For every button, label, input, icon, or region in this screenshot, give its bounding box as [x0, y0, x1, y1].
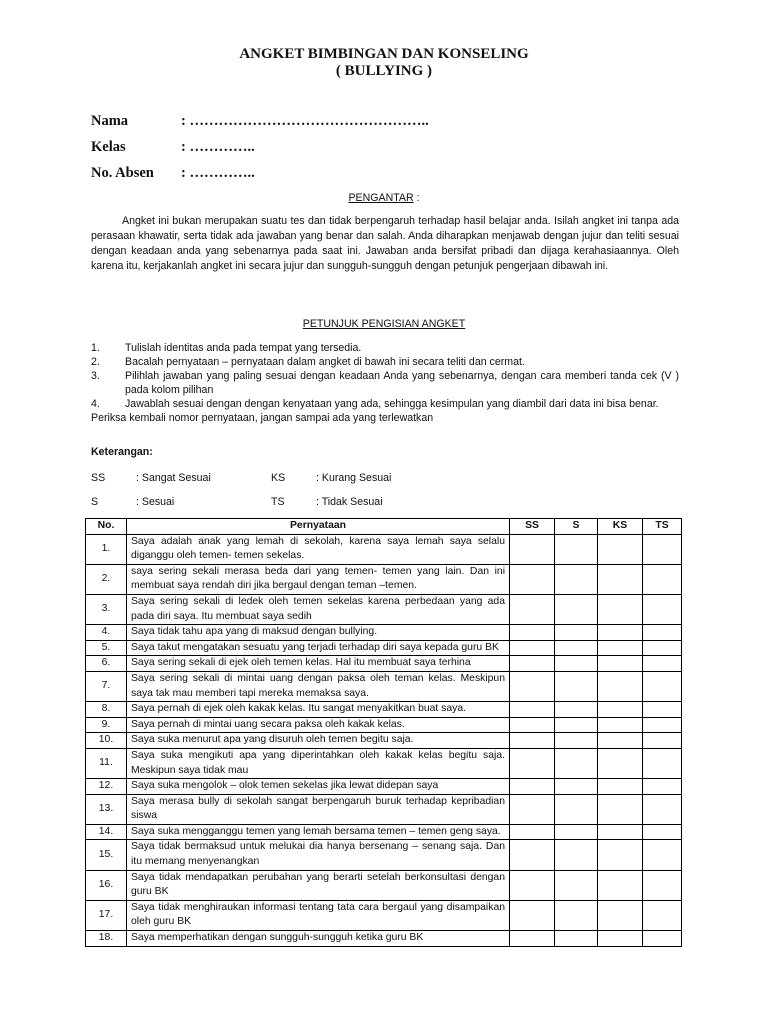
- answer-cell-ss[interactable]: [510, 534, 555, 564]
- answer-cell-ts[interactable]: [643, 870, 682, 900]
- answer-cell-ss[interactable]: [510, 779, 555, 795]
- legend-code: S: [91, 496, 99, 508]
- table-row: [86, 931, 682, 947]
- column-header-no: No.: [86, 519, 127, 535]
- answer-cell-ts[interactable]: [643, 671, 682, 701]
- answer-cell-s[interactable]: [555, 840, 598, 870]
- answer-cell-ts[interactable]: [643, 794, 682, 824]
- answer-cell-ks[interactable]: [598, 779, 643, 795]
- column-header-statement: Pernyataan: [127, 519, 510, 535]
- list-item: [91, 341, 679, 355]
- statement-text: saya sering sekali merasa beda dari yang temen- temen yang lain. Dan ini membuat saya rendah diri jika bergaul dengan teman –temen.: [127, 564, 510, 594]
- step-number: 3.: [91, 370, 100, 382]
- answer-cell-ss[interactable]: [510, 564, 555, 594]
- statement-number: 12.: [86, 779, 127, 795]
- statement-text: Saya suka mengikuti apa yang diperintahkan oleh kakak kelas begitu saja. Meskipun saya tidak mau: [127, 748, 510, 778]
- identity-label: Nama: [91, 113, 129, 129]
- answer-cell-s[interactable]: [555, 671, 598, 701]
- answer-cell-ks[interactable]: [598, 733, 643, 749]
- statement-number: 18.: [86, 931, 127, 947]
- statement-text: Saya suka mengolok – olok temen sekelas jika lewat didepan saya: [127, 779, 510, 795]
- answer-cell-s[interactable]: [555, 748, 598, 778]
- answer-cell-ts[interactable]: [643, 840, 682, 870]
- pengantar-heading-colon: :: [413, 192, 420, 204]
- table-row: [86, 534, 682, 564]
- statement-number: 10.: [86, 733, 127, 749]
- statement-text: Saya tidak tahu apa yang di maksud dengan bullying.: [127, 625, 510, 641]
- answer-cell-ss[interactable]: [510, 671, 555, 701]
- statement-number: 13.: [86, 794, 127, 824]
- table-row: [86, 671, 682, 701]
- statement-text: Saya merasa bully di sekolah sangat berpengaruh buruk terhadap kepribadian siswa: [127, 794, 510, 824]
- answer-cell-ss[interactable]: [510, 702, 555, 718]
- answer-cell-ss[interactable]: [510, 733, 555, 749]
- answer-cell-s[interactable]: [555, 733, 598, 749]
- answer-cell-s[interactable]: [555, 824, 598, 840]
- answer-cell-ss[interactable]: [510, 594, 555, 624]
- statement-text: Saya suka mengganggu temen yang lemah bersama temen – temen geng saya.: [127, 824, 510, 840]
- answer-cell-ss[interactable]: [510, 900, 555, 930]
- answer-cell-ss[interactable]: [510, 870, 555, 900]
- step-number: 1.: [91, 342, 100, 354]
- statement-text: Saya tidak bermaksud untuk melukai dia hanya bersenang – senang saja. Dan itu memang menyenangkan: [127, 840, 510, 870]
- answer-cell-s[interactable]: [555, 702, 598, 718]
- answer-cell-ks[interactable]: [598, 640, 643, 656]
- answer-cell-ks[interactable]: [598, 717, 643, 733]
- statement-text: Saya suka menurut apa yang disuruh oleh temen begitu saja.: [127, 733, 510, 749]
- list-item: [91, 397, 679, 411]
- identity-class: [91, 139, 255, 156]
- table-row: [86, 717, 682, 733]
- statement-text: Saya pernah di ejek oleh kakak kelas. Itu sangat menyakitkan buat saya.: [127, 702, 510, 718]
- answer-cell-ts[interactable]: [643, 702, 682, 718]
- legend-code: SS: [91, 472, 106, 484]
- answer-cell-ss[interactable]: [510, 656, 555, 672]
- step-text: Pilihlah jawaban yang paling sesuai dengan keadaan Anda yang sebenarnya, dengan cara memberi tanda cek (V ) pada kolom pilihan: [125, 370, 679, 396]
- statement-number: 15.: [86, 840, 127, 870]
- answer-cell-ks[interactable]: [598, 840, 643, 870]
- statement-text: Saya adalah anak yang lemah di sekolah, karena saya lemah saya selalu diganggu oleh temen- temen sekelas.: [127, 534, 510, 564]
- keterangan-heading: Keterangan:: [91, 446, 153, 458]
- statement-text: Saya sering sekali di ejek oleh temen kelas. Hal itu membuat saya terhina: [127, 656, 510, 672]
- answer-cell-s[interactable]: [555, 594, 598, 624]
- statement-number: 5.: [86, 640, 127, 656]
- list-item: [91, 355, 679, 369]
- answer-cell-s[interactable]: [555, 779, 598, 795]
- table-row: [86, 748, 682, 778]
- statement-number: 4.: [86, 625, 127, 641]
- statement-text: Saya sering sekali di mintai uang dengan paksa oleh teman kelas. Meskipun saya tak mau memberi tapi mereka memaksa saya.: [127, 671, 510, 701]
- table-row: [86, 824, 682, 840]
- pengantar-heading-text: PENGANTAR: [348, 192, 414, 204]
- identity-name: [91, 113, 429, 130]
- answer-cell-s[interactable]: [555, 870, 598, 900]
- table-row: [86, 779, 682, 795]
- answer-cell-ss[interactable]: [510, 794, 555, 824]
- step-text: Tulislah identitas anda pada tempat yang tersedia.: [125, 342, 362, 354]
- table-row: [86, 702, 682, 718]
- statement-number: 7.: [86, 671, 127, 701]
- pengantar-heading: [0, 192, 768, 204]
- table-body: [86, 534, 682, 946]
- answer-cell-ts[interactable]: [643, 640, 682, 656]
- answer-cell-s[interactable]: [555, 931, 598, 947]
- statement-number: 17.: [86, 900, 127, 930]
- answer-cell-ks[interactable]: [598, 870, 643, 900]
- answer-cell-ts[interactable]: [643, 931, 682, 947]
- table-row: [86, 840, 682, 870]
- step-text: Bacalah pernyataan – pernyataan dalam angket di bawah ini secara teliti dan cermat.: [125, 356, 525, 368]
- table-row: [86, 594, 682, 624]
- table-row: [86, 900, 682, 930]
- answer-cell-ts[interactable]: [643, 564, 682, 594]
- statement-number: 6.: [86, 656, 127, 672]
- identity-blank: : …………..: [181, 165, 255, 181]
- answer-cell-ks[interactable]: [598, 794, 643, 824]
- petunjuk-list: [91, 341, 679, 425]
- answer-cell-ts[interactable]: [643, 779, 682, 795]
- answer-cell-ks[interactable]: [598, 748, 643, 778]
- document-subtitle: ( BULLYING ): [335, 63, 433, 79]
- table-row: [86, 794, 682, 824]
- statement-number: 3.: [86, 594, 127, 624]
- statement-text: Saya pernah di mintai uang secara paksa oleh kakak kelas.: [127, 717, 510, 733]
- answer-cell-s[interactable]: [555, 534, 598, 564]
- legend-desc: : Sangat Sesuai: [136, 472, 211, 484]
- step-number: 2.: [91, 356, 100, 368]
- answer-cell-ss[interactable]: [510, 931, 555, 947]
- statement-number: 16.: [86, 870, 127, 900]
- answer-cell-ks[interactable]: [598, 656, 643, 672]
- answer-cell-s[interactable]: [555, 656, 598, 672]
- table-row: [86, 656, 682, 672]
- step-text: Jawablah sesuai dengan dengan kenyataan yang ada, sehingga kesimpulan yang diambil dari data ini bisa benar.: [125, 398, 659, 410]
- answer-cell-ss[interactable]: [510, 717, 555, 733]
- legend-code: KS: [271, 472, 286, 484]
- petunjuk-note: Periksa kembali nomor pernyataan, jangan sampai ada yang terlewatkan: [91, 412, 434, 424]
- legend-desc: : Kurang Sesuai: [316, 472, 392, 484]
- statement-number: 2.: [86, 564, 127, 594]
- answer-cell-ss[interactable]: [510, 625, 555, 641]
- answer-cell-s[interactable]: [555, 900, 598, 930]
- statement-text: Saya tidak mendapatkan perubahan yang berarti setelah berkonsultasi dengan guru BK: [127, 870, 510, 900]
- answer-cell-ks[interactable]: [598, 534, 643, 564]
- table-row: [86, 733, 682, 749]
- answer-cell-ks[interactable]: [598, 671, 643, 701]
- statement-number: 14.: [86, 824, 127, 840]
- answer-cell-ts[interactable]: [643, 824, 682, 840]
- answer-cell-ts[interactable]: [643, 748, 682, 778]
- answer-cell-ss[interactable]: [510, 640, 555, 656]
- answer-cell-s[interactable]: [555, 625, 598, 641]
- document-title: ANGKET BIMBINGAN DAN KONSELING: [239, 46, 529, 62]
- statement-number: 9.: [86, 717, 127, 733]
- answer-cell-ts[interactable]: [643, 900, 682, 930]
- pengantar-paragraph: Angket ini bukan merupakan suatu tes dan tidak berpengaruh terhadap hasil belajar anda. Isilah angket ini tanpa ada perasaan khawatir, serta tidak ada jawaban yang benar dan salah. Anda diharapkan menjawab dengan jujur dan teliti sesuai dengan keadaan anda yang sebenarnya pada saat ini. Jawaban anda bersifat pribadi dan dijaga kerahasiaannya. Oleh karena itu, kerjakanlah angket ini secara jujur dan sungguh-sungguh dengan petunjuk pengerjaan dibawah ini.: [91, 215, 679, 272]
- answer-cell-ks[interactable]: [598, 824, 643, 840]
- table-row: [86, 564, 682, 594]
- column-header-s: S: [555, 519, 598, 535]
- answer-cell-ss[interactable]: [510, 840, 555, 870]
- answer-cell-ts[interactable]: [643, 733, 682, 749]
- answer-cell-ts[interactable]: [643, 717, 682, 733]
- identity-blank: : …………………………………………..: [181, 113, 429, 129]
- identity-absen: [91, 165, 255, 182]
- column-header-ks: KS: [598, 519, 643, 535]
- identity-blank: : …………..: [181, 139, 255, 155]
- identity-label: No. Absen: [91, 165, 154, 181]
- statement-number: 8.: [86, 702, 127, 718]
- answer-cell-ks[interactable]: [598, 564, 643, 594]
- answer-cell-s[interactable]: [555, 794, 598, 824]
- answer-cell-ks[interactable]: [598, 594, 643, 624]
- answer-cell-s[interactable]: [555, 564, 598, 594]
- statement-text: Saya takut mengatakan sesuatu yang terjadi terhadap diri saya kepada guru BK: [127, 640, 510, 656]
- table-header-row: [86, 519, 682, 535]
- column-header-ts: TS: [643, 519, 682, 535]
- table-row: [86, 625, 682, 641]
- questionnaire-table: [85, 518, 682, 947]
- answer-cell-ts[interactable]: [643, 534, 682, 564]
- statement-number: 1.: [86, 534, 127, 564]
- answer-cell-ks[interactable]: [598, 931, 643, 947]
- step-number: 4.: [91, 398, 100, 410]
- answer-cell-ss[interactable]: [510, 748, 555, 778]
- statement-number: 11.: [86, 748, 127, 778]
- statement-text: Saya tidak menghiraukan informasi tentang tata cara bergaul yang disampaikan oleh guru BK: [127, 900, 510, 930]
- column-header-ss: SS: [510, 519, 555, 535]
- answer-cell-s[interactable]: [555, 717, 598, 733]
- answer-cell-s[interactable]: [555, 640, 598, 656]
- table-row: [86, 870, 682, 900]
- table-row: [86, 640, 682, 656]
- legend-desc: : Tidak Sesuai: [316, 496, 383, 508]
- statement-text: Saya memperhatikan dengan sungguh-sungguh ketika guru BK: [127, 931, 510, 947]
- petunjuk-heading: PETUNJUK PENGISIAN ANGKET: [302, 318, 466, 330]
- answer-cell-ks[interactable]: [598, 702, 643, 718]
- answer-cell-ts[interactable]: [643, 594, 682, 624]
- answer-cell-ks[interactable]: [598, 625, 643, 641]
- answer-cell-ks[interactable]: [598, 900, 643, 930]
- legend-code: TS: [271, 496, 285, 508]
- legend-desc: : Sesuai: [136, 496, 175, 508]
- list-item: [91, 369, 679, 397]
- answer-cell-ts[interactable]: [643, 656, 682, 672]
- answer-cell-ss[interactable]: [510, 824, 555, 840]
- answer-cell-ts[interactable]: [643, 625, 682, 641]
- identity-label: Kelas: [91, 139, 126, 155]
- statement-text: Saya sering sekali di ledek oleh temen sekelas karena perbedaan yang ada pada diri saya. Itu membuat saya sedih: [127, 594, 510, 624]
